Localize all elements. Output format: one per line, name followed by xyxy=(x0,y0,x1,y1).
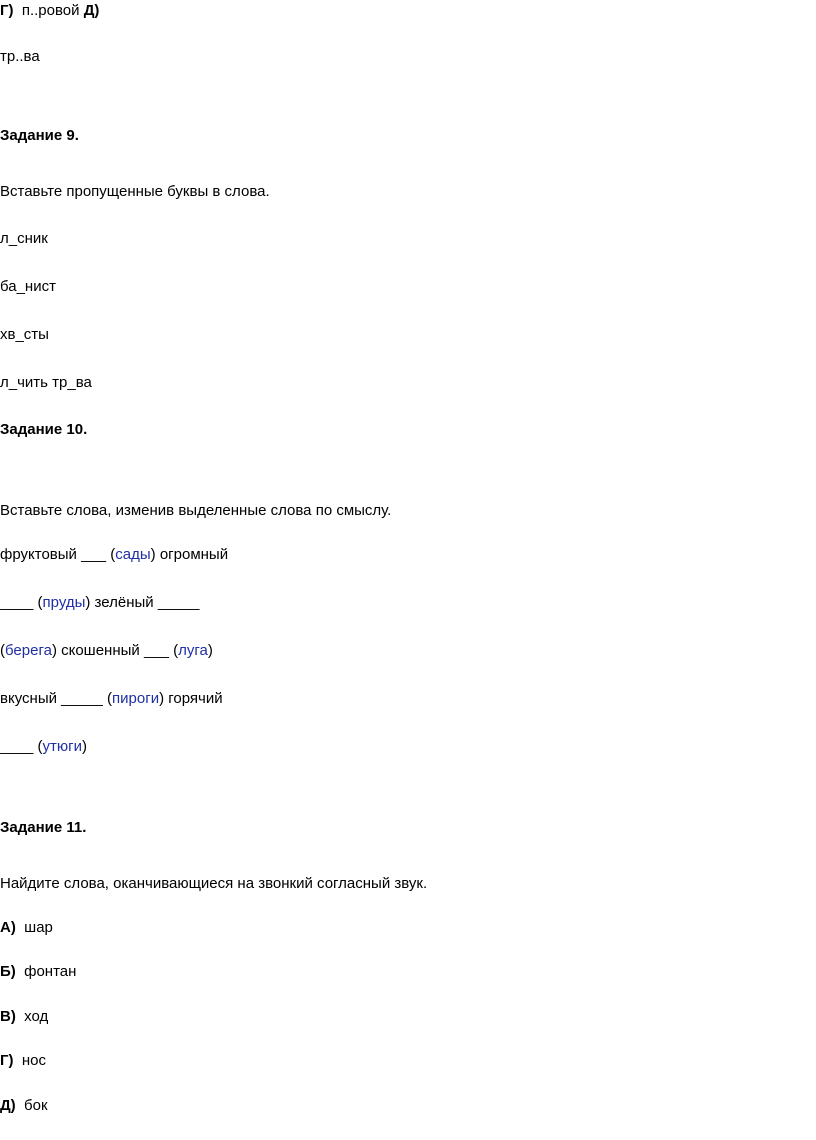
word-item: л_сник xyxy=(0,230,48,247)
answer-option xyxy=(0,1096,48,1116)
answer-option xyxy=(0,1051,46,1071)
task-instruction: Вставьте пропущенные буквы в слова. xyxy=(0,183,270,200)
line-text: ) скошенный ___ ( xyxy=(51,642,179,659)
option-text: бок xyxy=(24,1097,48,1114)
line-text: ) xyxy=(82,738,88,755)
task-instruction: Вставьте слова, изменив выделенные слова по смыслу. xyxy=(0,502,392,519)
prev-options-line xyxy=(0,1,99,21)
task-instruction: Найдите слова, оканчивающиеся на звонкий согласный звук. xyxy=(0,875,428,892)
line-text: ) огромный xyxy=(150,546,229,563)
line-text: ) горячий xyxy=(159,690,223,707)
option-label: Г) xyxy=(0,2,14,19)
highlighted-word: утюги xyxy=(42,738,83,755)
option-label: Д) xyxy=(83,2,100,19)
highlighted-word: пруды xyxy=(42,594,86,611)
option-label: Б) xyxy=(0,963,16,980)
line-text: ____ ( xyxy=(0,738,43,755)
line-text: вкусный _____ ( xyxy=(0,690,113,707)
option-text: шар xyxy=(24,919,53,936)
exercise-line xyxy=(0,593,200,613)
task-title: Задание 10. xyxy=(0,421,88,438)
line-text: ( xyxy=(0,642,5,659)
word-item: л_чить тр_ва xyxy=(0,374,92,391)
highlighted-word: сады xyxy=(115,546,151,563)
option-label: Г) xyxy=(0,1052,14,1069)
line-text: ) xyxy=(207,642,213,659)
word-item: хв_сты xyxy=(0,326,49,343)
option-text: нос xyxy=(21,1052,46,1069)
option-text: фонтан xyxy=(24,963,77,980)
option-label: А) xyxy=(0,919,16,936)
line-text: ____ ( xyxy=(0,594,43,611)
task-title: Задание 11. xyxy=(0,819,87,836)
exercise-line xyxy=(0,689,223,709)
option-text: п..ровой xyxy=(21,2,80,19)
exercise-line xyxy=(0,641,213,661)
exercise-line xyxy=(0,737,87,757)
line-text: ) зелёный _____ xyxy=(85,594,200,611)
exercise-line xyxy=(0,545,228,565)
option-label: В) xyxy=(0,1008,16,1025)
highlighted-word: пироги xyxy=(112,690,160,707)
option-label: Д) xyxy=(0,1097,16,1114)
option-text: тр..ва xyxy=(0,48,40,65)
line-text: фруктовый ___ ( xyxy=(0,546,116,563)
highlighted-word: берега xyxy=(5,642,52,659)
option-text: ход xyxy=(24,1008,49,1025)
word-item: ба_нист xyxy=(0,278,56,295)
highlighted-word: луга xyxy=(178,642,208,659)
answer-option xyxy=(0,962,76,982)
task-title: Задание 9. xyxy=(0,127,79,144)
answer-option xyxy=(0,918,53,938)
answer-option xyxy=(0,1007,48,1027)
